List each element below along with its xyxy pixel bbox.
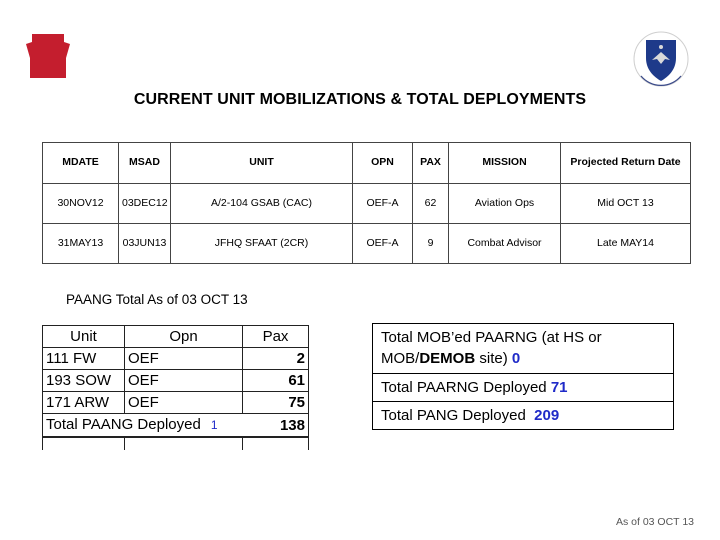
table-row — [43, 370, 309, 392]
total-label: Total PAANG Deployed — [46, 416, 201, 433]
cell-opn: OEF — [125, 348, 243, 370]
cell-mdate: 30NOV12 — [43, 184, 119, 224]
column-header: Projected Return Date — [561, 143, 691, 184]
cell-return-date: Late MAY14 — [561, 224, 691, 264]
paarng-value: 71 — [550, 378, 568, 396]
page-title: CURRENT UNIT MOBILIZATIONS & TOTAL DEPLOYMENTS — [133, 91, 587, 108]
total-label-cell — [43, 414, 243, 438]
total-row — [43, 414, 309, 438]
paang-table — [42, 325, 309, 450]
spacer-cell — [43, 437, 125, 450]
column-header: MSAD — [119, 143, 171, 184]
summary-mob — [373, 324, 673, 373]
cell-unit: JFHQ SFAAT (2CR) — [171, 224, 353, 264]
cell-msad: 03JUN13 — [119, 224, 171, 264]
summary-paarng — [373, 373, 673, 401]
column-header: MDATE — [43, 143, 119, 184]
cell-mdate: 31MAY13 — [43, 224, 119, 264]
cell-msad: 03DEC12 — [119, 184, 171, 224]
column-header: UNIT — [171, 143, 353, 184]
cell-pax: 2 — [243, 348, 309, 370]
mob-text-2: site) — [475, 350, 512, 368]
paarng-label: Total PAARNG Deployed — [381, 378, 551, 396]
mob-bold: DEMOB — [419, 350, 476, 368]
column-header: OPN — [353, 143, 413, 184]
column-header: PAX — [413, 143, 449, 184]
total-small-value: 1 — [210, 418, 218, 432]
footer-date: As of 03 OCT 13 — [615, 516, 694, 528]
column-header: Pax — [243, 326, 309, 348]
column-header: Unit — [43, 326, 125, 348]
column-header: MISSION — [449, 143, 561, 184]
pang-value: 209 — [534, 406, 560, 424]
cell-mission: Aviation Ops — [449, 184, 561, 224]
mob-value: 0 — [511, 350, 521, 368]
cell-pax: 61 — [243, 370, 309, 392]
table-row — [43, 392, 309, 414]
cell-unit: 171 ARW — [43, 392, 125, 414]
spacer-cell — [125, 437, 243, 450]
cell-opn: OEF — [125, 370, 243, 392]
cell-opn: OEF-A — [353, 224, 413, 264]
cell-unit: 111 FW — [43, 348, 125, 370]
cell-pax: 75 — [243, 392, 309, 414]
total-value: 138 — [243, 414, 309, 438]
spacer-row — [43, 437, 309, 450]
cell-opn: OEF — [125, 392, 243, 414]
cell-unit: 193 SOW — [43, 370, 125, 392]
keystone-icon — [26, 32, 70, 80]
cell-unit: A/2-104 GSAB (CAC) — [171, 184, 353, 224]
table-row — [43, 224, 691, 264]
pang-label: Total PANG Deployed — [381, 406, 535, 424]
column-header: Opn — [125, 326, 243, 348]
mob-text-1: Total MOB’ed PAARNG (at HS or MOB/ — [381, 329, 602, 368]
table-row — [43, 184, 691, 224]
cell-return-date: Mid OCT 13 — [561, 184, 691, 224]
spacer-cell — [243, 437, 309, 450]
summary-box — [372, 323, 674, 430]
cell-pax: 9 — [413, 224, 449, 264]
table-row — [43, 348, 309, 370]
table-header-row — [43, 326, 309, 348]
mobilizations-table — [42, 142, 691, 264]
cell-opn: OEF-A — [353, 184, 413, 224]
table-header-row — [43, 143, 691, 184]
air-national-guard-seal-icon — [632, 30, 690, 88]
summary-pang — [373, 401, 673, 429]
paang-caption: PAANG Total As of 03 OCT 13 — [66, 292, 248, 307]
cell-pax: 62 — [413, 184, 449, 224]
cell-mission: Combat Advisor — [449, 224, 561, 264]
